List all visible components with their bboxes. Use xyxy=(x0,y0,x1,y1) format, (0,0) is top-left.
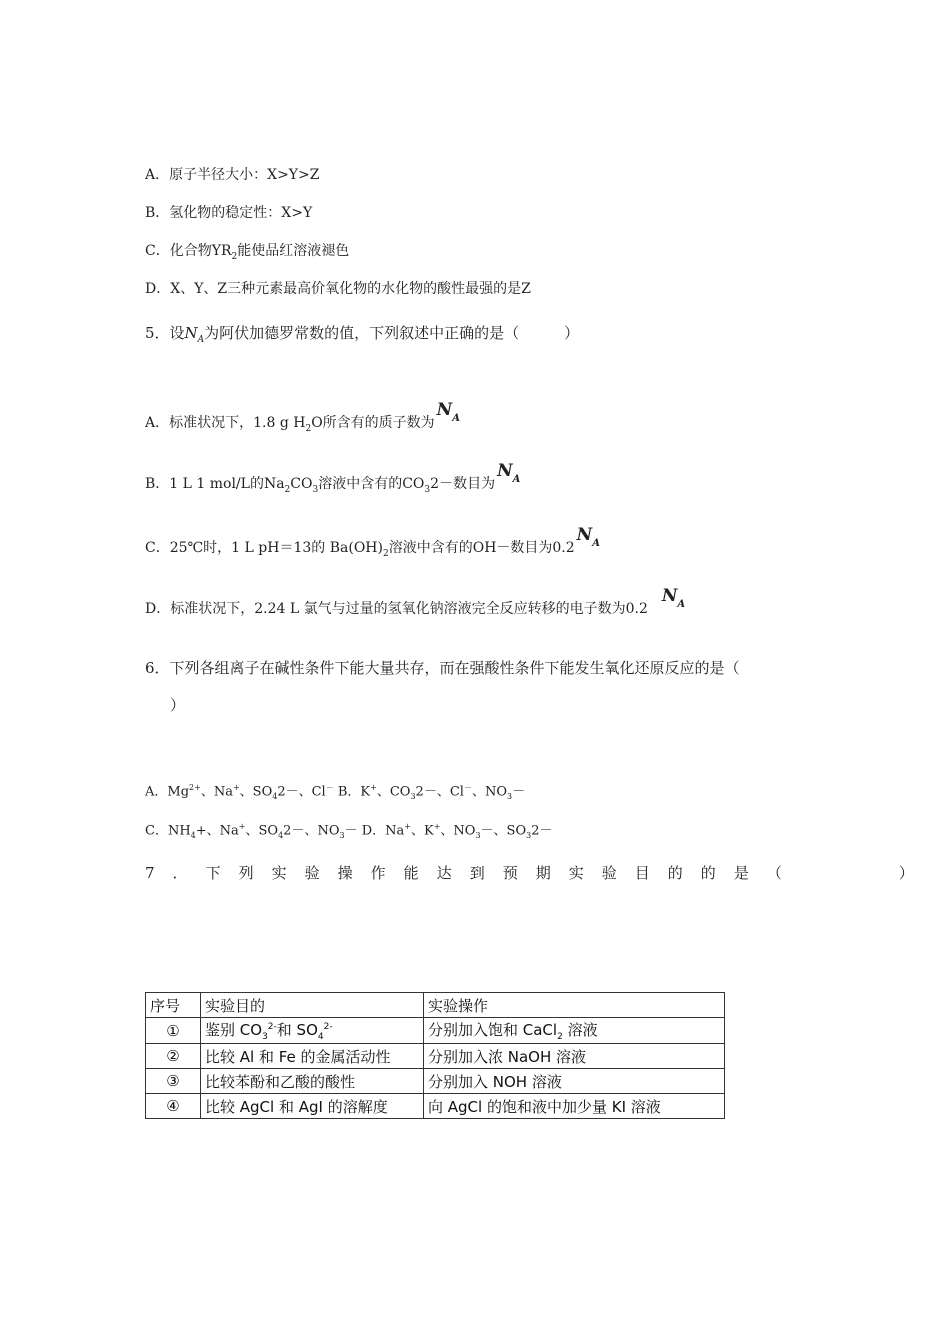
table-row xyxy=(146,1044,725,1069)
table-cell: 分别加入浓 NaOH 溶液 xyxy=(424,1044,725,1069)
na-symbol: $N_A$ xyxy=(661,586,686,611)
table-cell: 分别加入 NOH 溶液 xyxy=(424,1069,725,1094)
table-cell: ③ xyxy=(146,1069,201,1094)
question-7-stem: 7 ． 下 列 实 验 操 作 能 达 到 预 期 实 验 目 的 的 是 （ ） xyxy=(145,864,914,882)
table-row xyxy=(146,1018,725,1044)
option-5a: A．标准状况下，1.8 g $H_2O$所含有的质子数为$N_A$ xyxy=(145,400,460,434)
table-header-cell: 序号 xyxy=(146,993,201,1018)
table-cell: ② xyxy=(146,1044,201,1069)
option-4d: D．X、Y、Z三种元素最高价氧化物的水化物的酸性最强的是Z xyxy=(145,281,531,297)
option-5c: C．25℃时，1 L pH＝13的 $Ba(OH)_2$溶液中含有的OH－数目为$0.2N_A$ xyxy=(145,525,600,559)
table-cell: 鉴别 $CO_3^{2-}$和 $SO_4^{2-}$ xyxy=(201,1018,424,1044)
table-cell: 比较 Al 和 Fe 的金属活动性 xyxy=(201,1044,424,1069)
options-6cd: C．$NH_4+$、Na+、$SO_42-$、$NO_3- D$．Na+、K+、$NO_3-$、$SO_32-$ xyxy=(145,822,553,840)
option-5b: B．1 L 1 mol/L的$Na_2CO_3$溶液中含有的$CO_32-$数目为$N_A$ xyxy=(145,461,521,495)
question-5-stem: 5．设$N_A$为阿伏加德罗常数的值，下列叙述中正确的是（ ） xyxy=(145,324,580,345)
table-cell: 分别加入饱和 CaCl$_2$ 溶液 xyxy=(424,1018,725,1044)
table-header-cell: 实验操作 xyxy=(424,993,725,1018)
table-header-cell: 实验目的 xyxy=(201,993,424,1018)
na-symbol: $N_A$ xyxy=(436,400,460,425)
question-6-stem-line1: 6．下列各组离子在碱性条件下能大量共存，而在强酸性条件下能发生氧化还原反应的是（ xyxy=(145,659,740,677)
options-6ab: A．$Mg^{2+}$、Na+、$SO_42-$、Cl－ B．K+、$CO_32-$、Cl－、$NO_3-$ xyxy=(145,783,526,801)
table-cell: ① xyxy=(146,1018,201,1044)
option-4c: C．化合物$YR_2$能使品红溶液褪色 xyxy=(145,243,350,262)
option-5d: D．标准状况下，2.24 L 氯气与过量的氢氧化钠溶液完全反应转移的电子数为$0.2N_A$ xyxy=(145,586,686,617)
na-symbol: $N_A$ xyxy=(576,525,600,550)
table-cell: 向 AgCl 的饱和液中加少量 KI 溶液 xyxy=(424,1094,725,1119)
option-4b: B．氢化物的稳定性：X>Y xyxy=(145,205,313,221)
table-cell: 比较 AgCl 和 AgI 的溶解度 xyxy=(201,1094,424,1119)
table-cell: ④ xyxy=(146,1094,201,1119)
na-symbol: $N_A$ xyxy=(497,461,521,486)
option-4a: A．原子半径大小：X>Y>Z xyxy=(145,167,320,183)
table-cell: 比较苯酚和乙酸的酸性 xyxy=(201,1069,424,1094)
table-row xyxy=(146,1094,725,1119)
experiment-table xyxy=(145,992,725,1119)
table-header-row xyxy=(146,993,725,1018)
question-6-stem-line2: ） xyxy=(170,696,186,714)
table-row xyxy=(146,1069,725,1094)
